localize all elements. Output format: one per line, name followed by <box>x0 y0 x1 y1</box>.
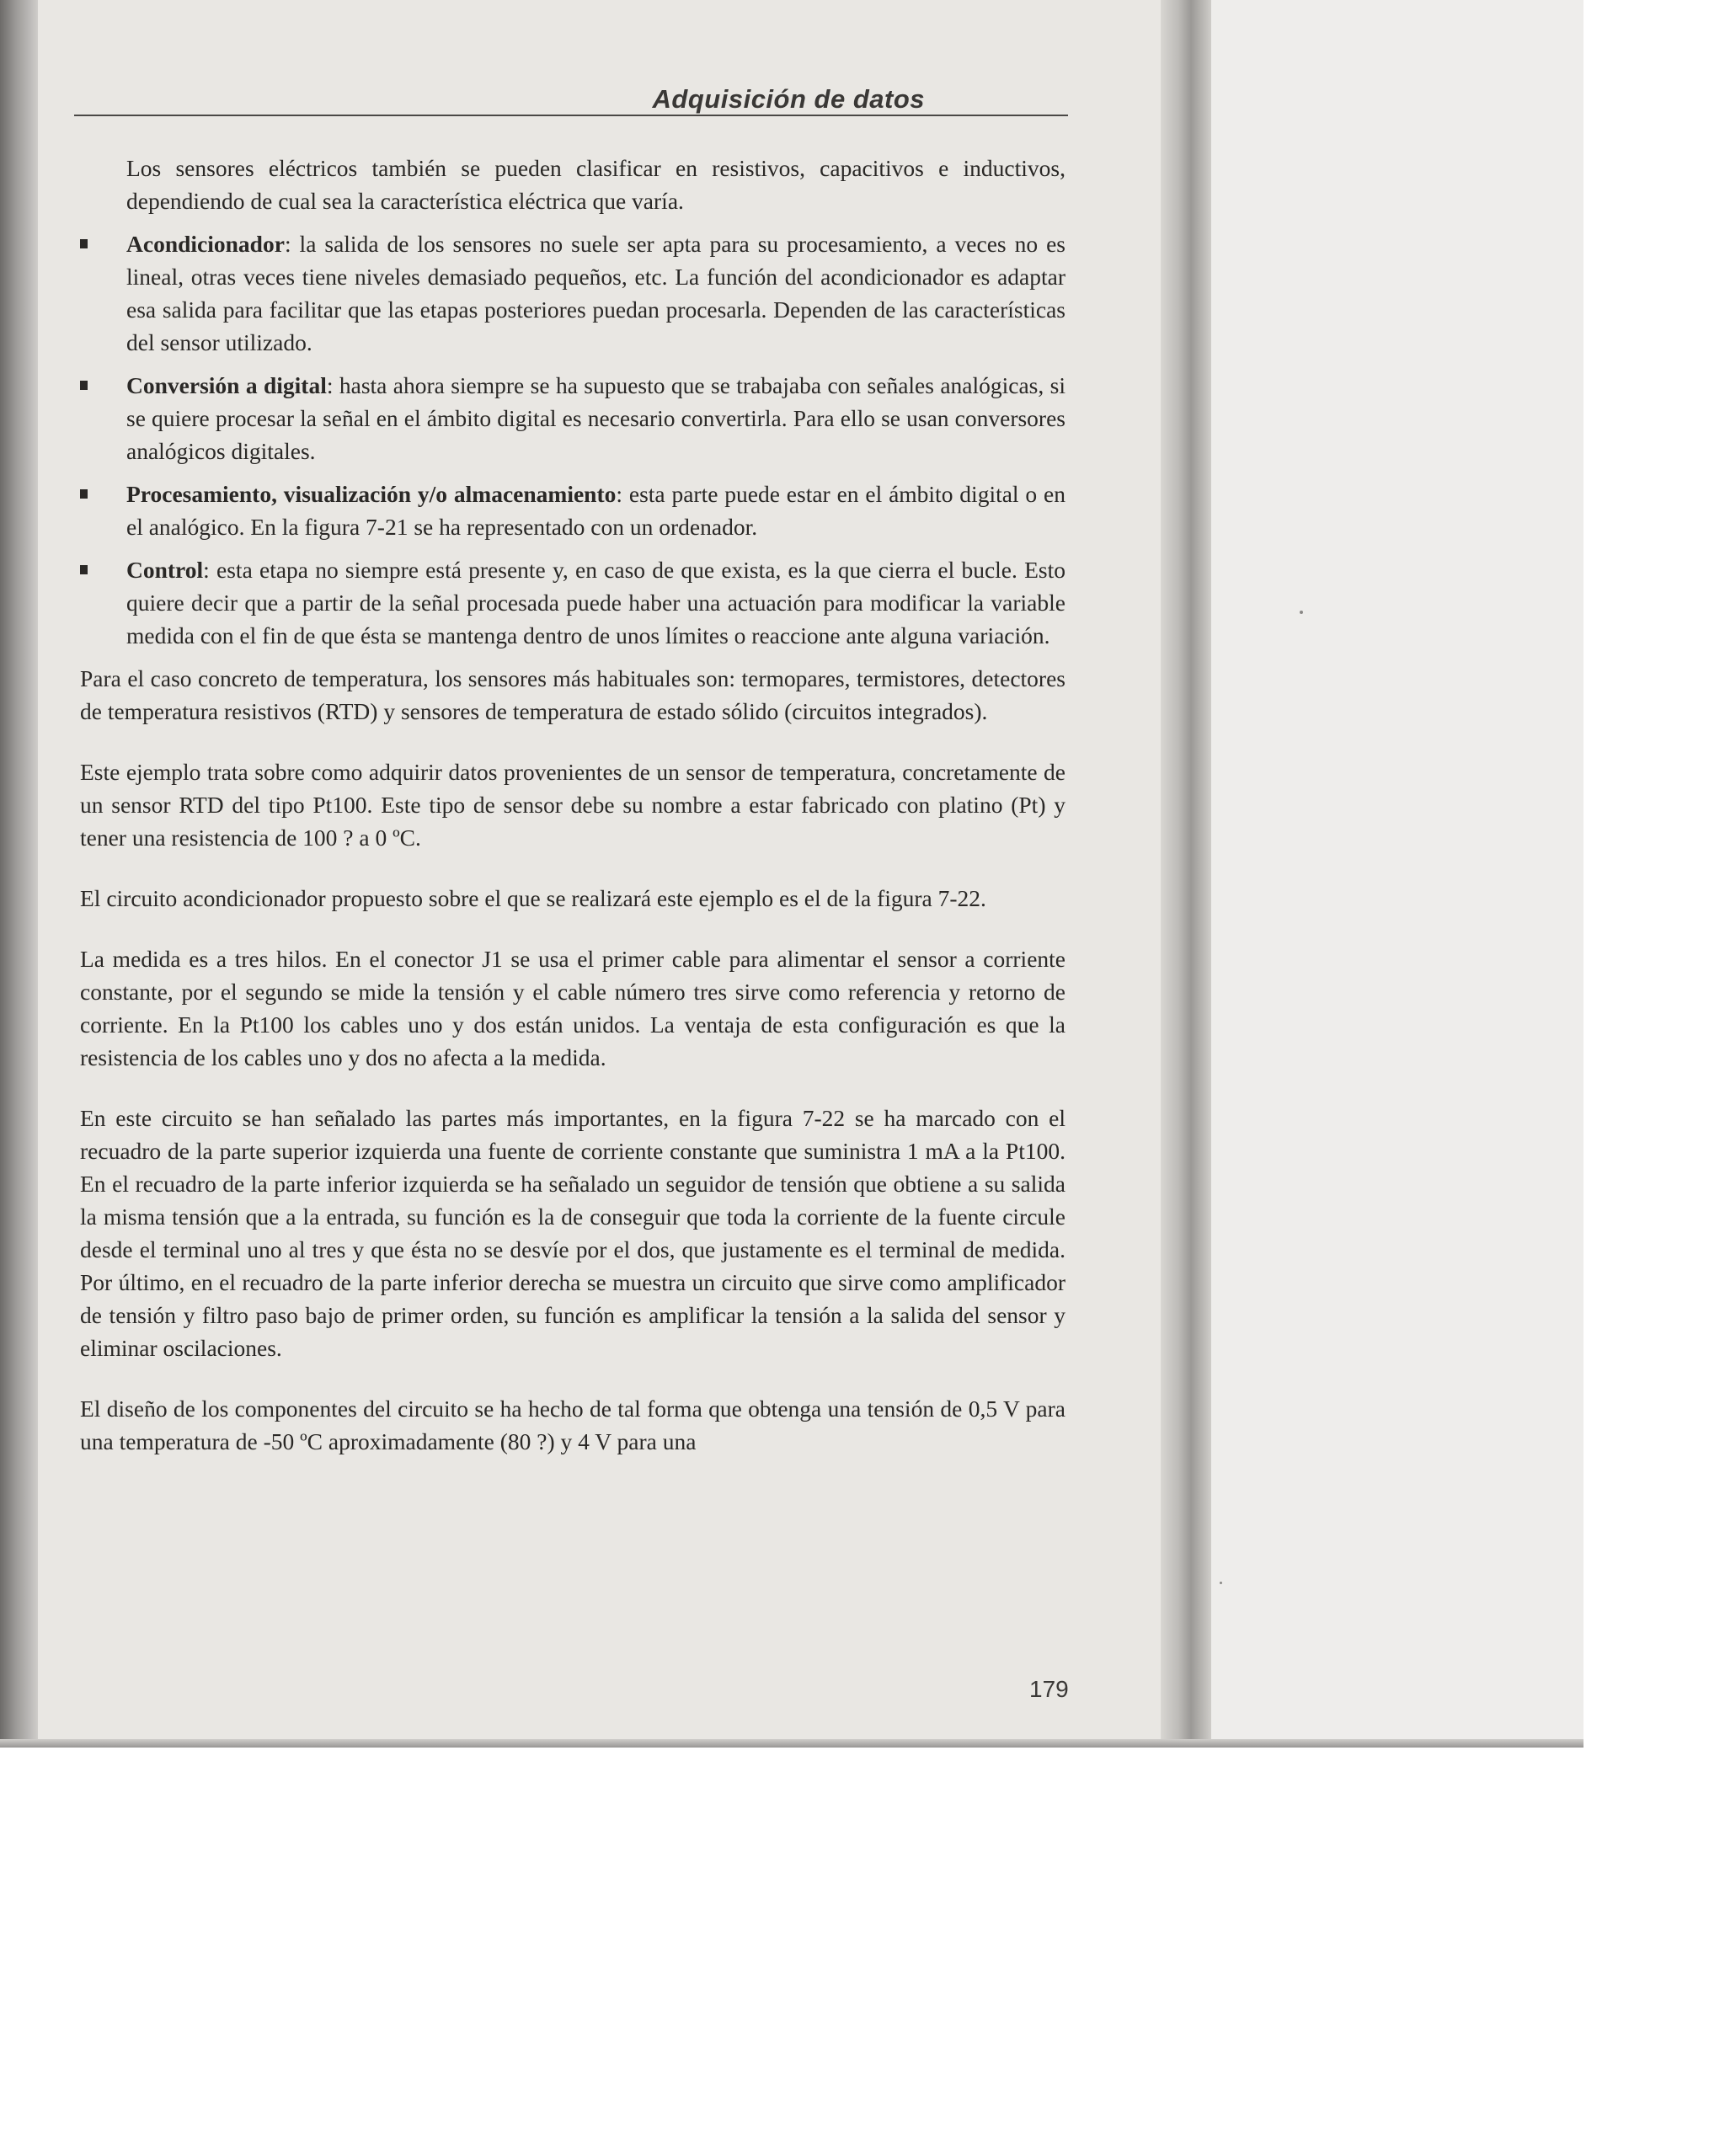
header-rule <box>74 115 1068 116</box>
intro-paragraph: Los sensores eléctricos también se pueden clasificar en resistivos, capacitivos e inductivos, dependiendo de cual sea la característica eléctrica que varía. <box>126 155 1065 214</box>
bullet-list <box>80 227 1065 652</box>
page-body <box>80 152 1065 1486</box>
bottom-edge <box>0 1739 1583 1748</box>
list-item <box>80 227 1065 359</box>
term-description: : esta etapa no siempre está presente y, en caso de que exista, es la que cierra el bucle. Esto quiere decir que a partir de la señal procesada puede haber una actuación para modificar la variable medida con el fin de que ésta se mantenga dentro de unos límites o reaccione ante alguna variación. <box>126 557 1065 648</box>
bullet-icon <box>80 381 88 390</box>
body-paragraph: El circuito acondicionador propuesto sobre el que se realizará este ejemplo es el de la figura 7-22. <box>80 885 986 911</box>
running-header: Adquisición de datos <box>652 84 925 114</box>
body-paragraph: La medida es a tres hilos. En el conector J1 se usa el primer cable para alimentar el sensor a corriente constante, por el segundo se mide la tensión y el cable número tres sirve como referencia y retorno de corriente. En la Pt100 los cables uno y dos están unidos. La ventaja de esta configuración es que la resistencia de los cables uno y dos no afecta a la medida. <box>80 946 1065 1070</box>
term-label: Control <box>126 557 204 583</box>
bullet-icon <box>80 239 88 248</box>
binding-shadow <box>0 0 38 1748</box>
body-paragraph: En este circuito se han señalado las partes más importantes, en la figura 7-22 se ha marcado con el recuadro de la parte superior izquierda una fuente de corriente constante que suministra 1 mA a la Pt100. En el recuadro de la parte inferior izquierda se ha señalado un seguidor de tensión que obtiene a su salida la misma tensión que a la entrada, su función es la de conseguir que toda la corriente de la fuente circule desde el terminal uno al tres y que ésta no se desvíe por el dos, que justamente es el terminal de medida. Por último, en el recuadro de la parte inferior derecha se muestra un circuito que sirve como amplificador de tensión y filtro paso bajo de primer orden, su función es amplificar la tensión a la salida del sensor y eliminar oscilaciones. <box>80 1105 1065 1361</box>
term-label: Procesamiento, visualización y/o almacenamiento <box>126 481 617 507</box>
page-edge <box>1161 0 1211 1748</box>
back-page <box>1211 0 1583 1748</box>
list-item <box>80 478 1065 543</box>
list-item <box>80 369 1065 467</box>
body-paragraph: Para el caso concreto de temperatura, los sensores más habituales son: termopares, termistores, detectores de temperatura resistivos (RTD) y sensores de temperatura de estado sólido (circuitos integrados). <box>80 665 1065 724</box>
term-label: Conversión a digital <box>126 372 327 398</box>
term-label: Acondicionador <box>126 231 285 257</box>
page-number: 179 <box>1029 1676 1069 1702</box>
body-paragraph: Este ejemplo trata sobre como adquirir datos provenientes de un sensor de temperatura, concretamente de un sensor RTD del tipo Pt100. Este tipo de sensor debe su nombre a estar fabricado con platino (Pt) y tener una resistencia de 100 ? a 0 ºC. <box>80 759 1065 851</box>
term-description: : esta parte puede estar en el ámbito digital o en el analógico. En la figura 7-21 se ha representado con un ordenador. <box>126 481 1065 540</box>
term-description: : hasta ahora siempre se ha supuesto que se trabajaba con señales analógicas, si se quiere procesar la señal en el ámbito digital es necesario convertirla. Para ello se usan conversores analógicos digitales. <box>126 372 1065 464</box>
list-item <box>80 553 1065 652</box>
bullet-icon <box>80 565 88 574</box>
scan-speck <box>1220 1582 1222 1584</box>
bullet-icon <box>80 489 88 499</box>
body-paragraph: El diseño de los componentes del circuito se ha hecho de tal forma que obtenga una tensión de 0,5 V para una temperatura de -50 ºC aproximadamente (80 ?) y 4 V para una <box>80 1396 1065 1454</box>
term-description: : la salida de los sensores no suele ser apta para su procesamiento, a veces no es lineal, otras veces tiene niveles demasiado pequeños, etc. La función del acondicionador es adaptar esa salida para facilitar que las etapas posteriores puedan procesarla. Dependen de las características del sensor utilizado. <box>126 231 1065 355</box>
scan-speck <box>1300 611 1303 614</box>
